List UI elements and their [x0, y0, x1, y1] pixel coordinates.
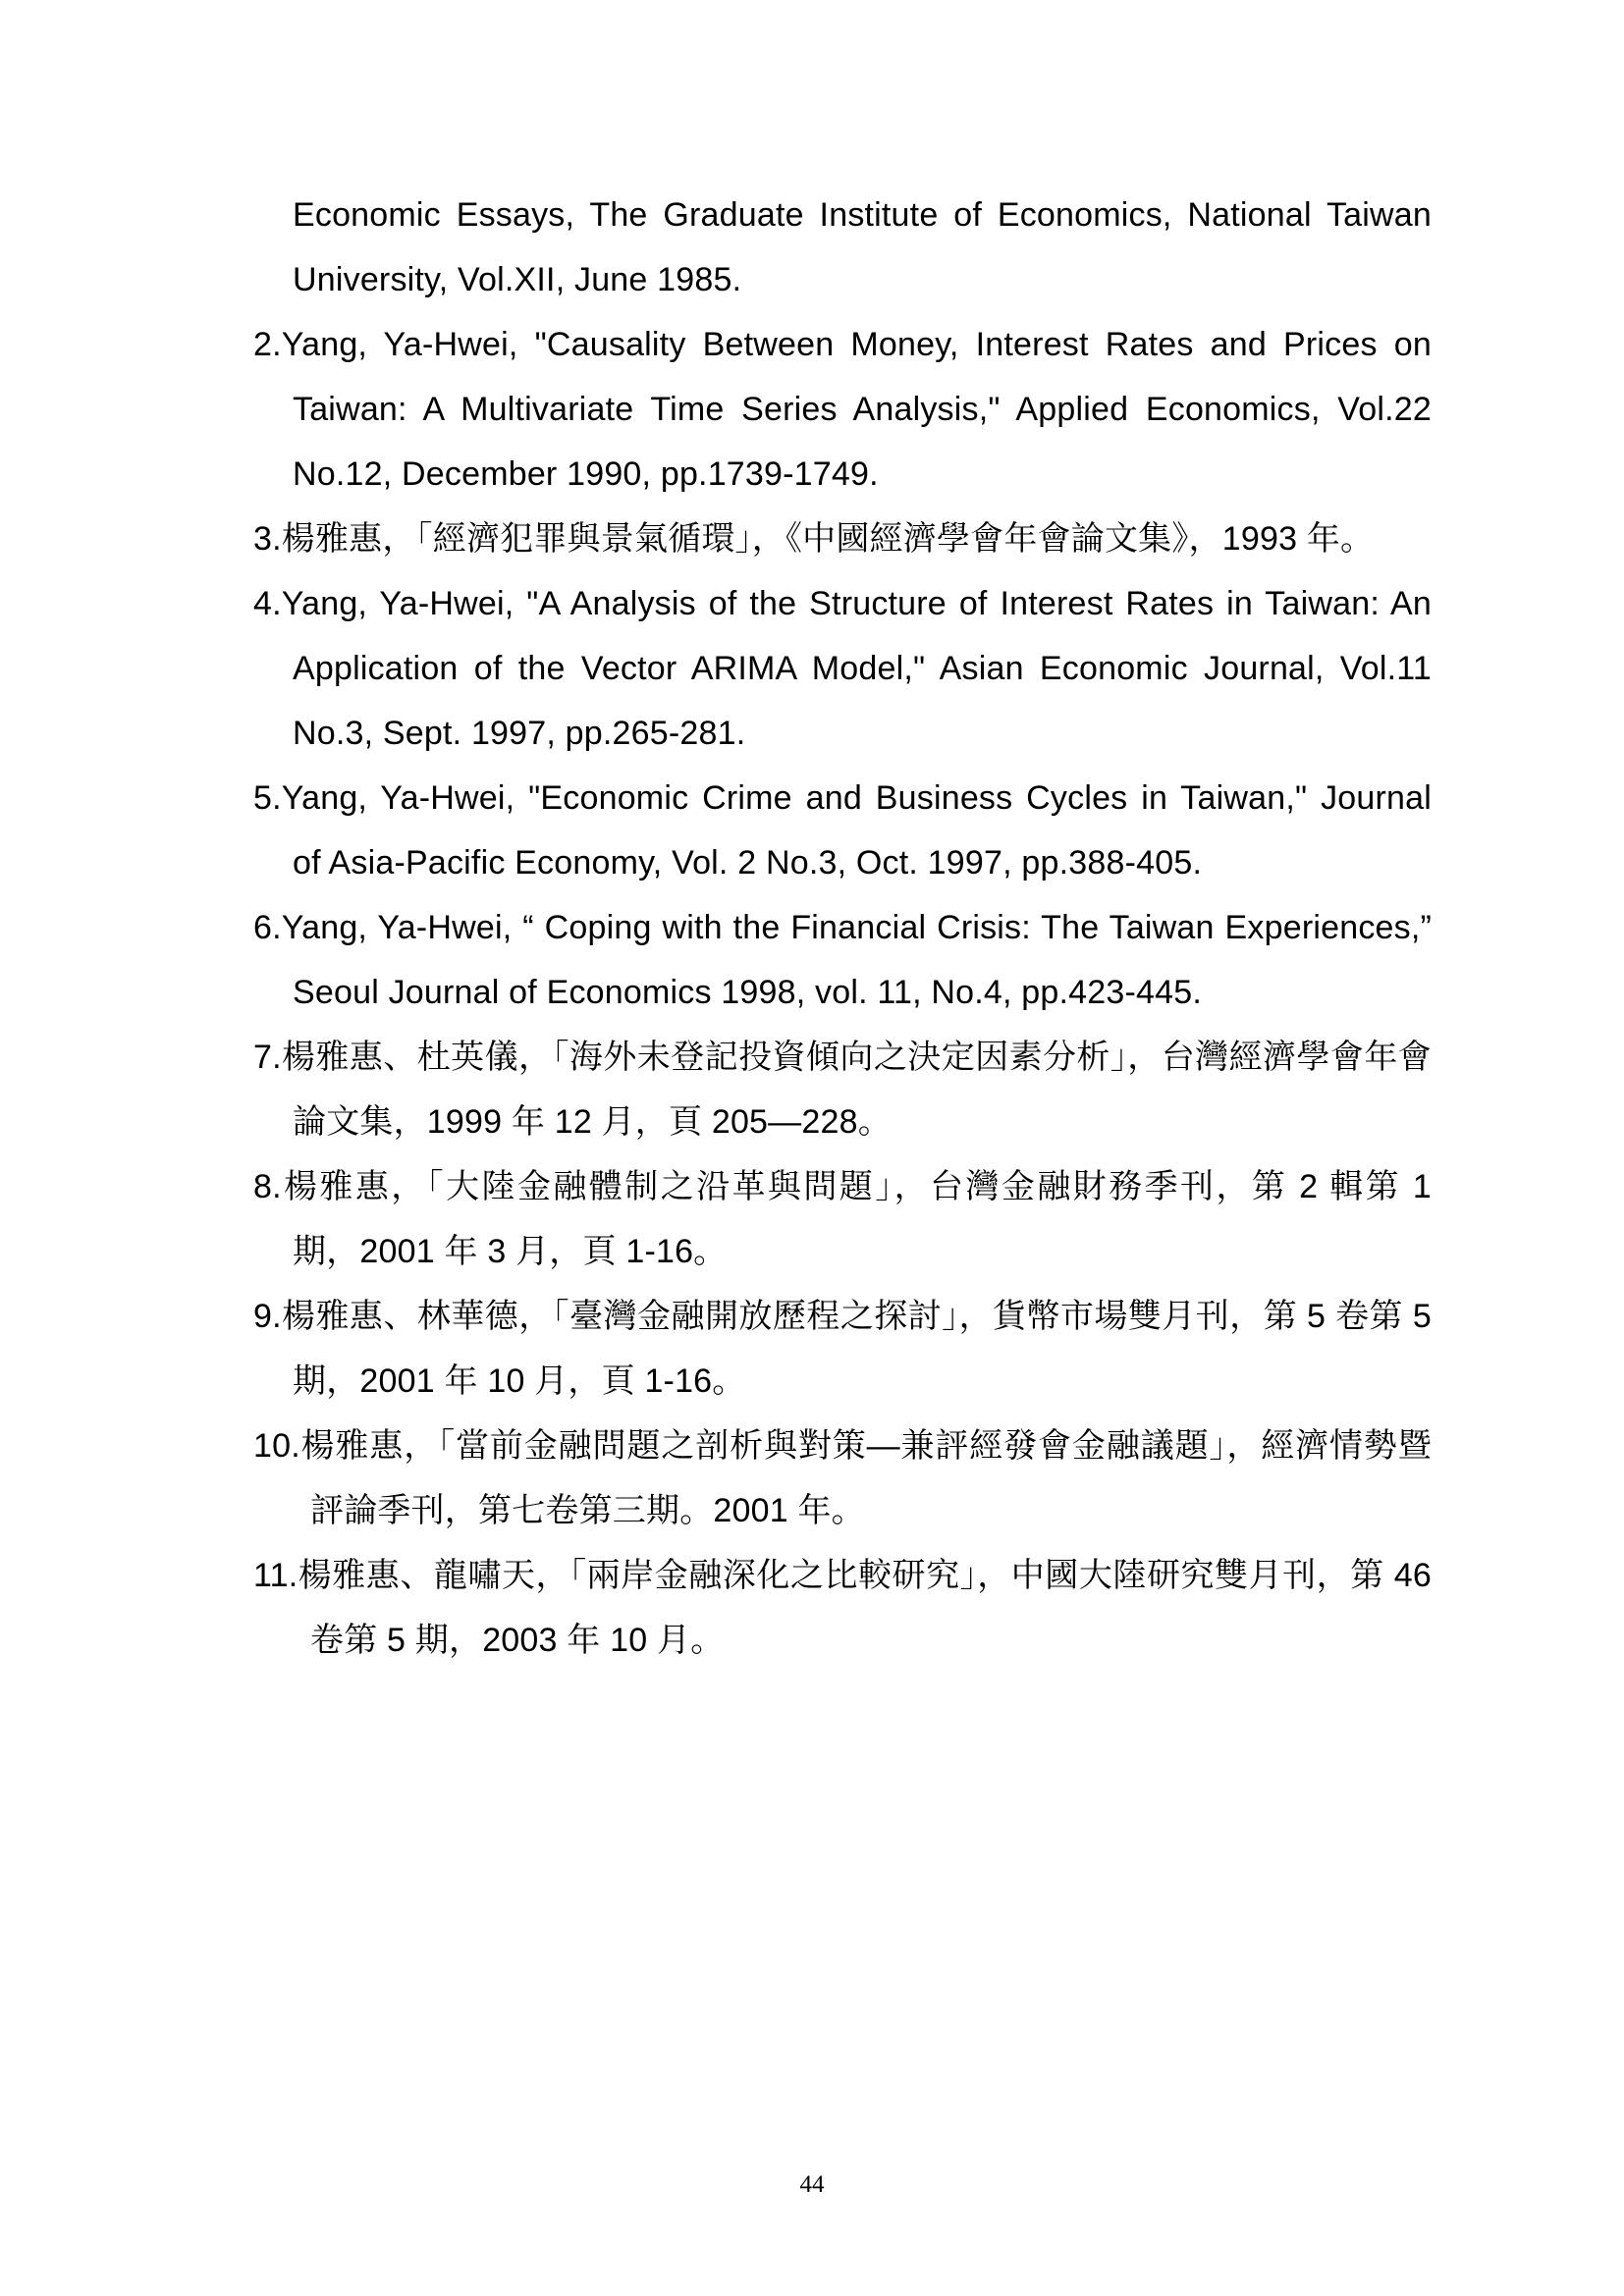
reference-item: [253, 1414, 1432, 1543]
reference-item: [253, 766, 1432, 895]
reference-item: [253, 1025, 1432, 1154]
reference-text: 6.Yang, Ya-Hwei, “ Coping with the Financial Crisis: The Taiwan Experiences,” Seoul Journal of Economics 1998, vol. 11, No.4, pp.423-445.: [253, 909, 1432, 1011]
reference-text: 7.楊雅惠、杜英儀，「海外未登記投資傾向之決定因素分析」，台灣經濟學會年會論文集，1999 年 12 月，頁 205—228。: [253, 1039, 1432, 1141]
reference-text: 3.楊雅惠，「經濟犯罪與景氣循環」，《中國經濟學會年會論文集》，1993 年。: [253, 520, 1375, 558]
reference-item: [253, 895, 1432, 1025]
reference-item: [253, 507, 1432, 571]
reference-text: 9.楊雅惠、林華德，「臺灣金融開放歷程之探討」，貨幣市場雙月刊，第 5 卷第 5 期，2001 年 10 月，頁 1-16。: [253, 1298, 1432, 1400]
reference-item: [253, 1154, 1432, 1284]
reference-item: [253, 1284, 1432, 1414]
reference-list: [253, 183, 1432, 1673]
reference-item: [253, 183, 1432, 312]
reference-text: 5.Yang, Ya-Hwei, "Economic Crime and Business Cycles in Taiwan," Journal of Asia-Pacific Economy, Vol. 2 No.3, Oct. 1997, pp.388-405.: [253, 779, 1432, 881]
reference-item: [253, 1543, 1432, 1673]
reference-text: 2.Yang, Ya-Hwei, "Causality Between Money, Interest Rates and Prices on Taiwan: A Multivariate Time Series Analysis," Applied Economics, Vol.22 No.12, December 1990, pp.1739-1749.: [253, 326, 1432, 493]
reference-text: 8.楊雅惠，「大陸金融體制之沿革與問題」，台灣金融財務季刊，第 2 輯第 1 期，2001 年 3 月，頁 1-16。: [253, 1168, 1432, 1270]
reference-item: [253, 571, 1432, 766]
page-number: 44: [799, 2171, 825, 2198]
reference-item: [253, 312, 1432, 507]
reference-text: 4.Yang, Ya-Hwei, "A Analysis of the Structure of Interest Rates in Taiwan: An Application of the Vector ARIMA Model," Asian Economic Journal, Vol.11 No.3, Sept. 1997, pp.265-281.: [253, 585, 1432, 752]
reference-text: 10.楊雅惠，「當前金融問題之剖析與對策—兼評經發會金融議題」，經濟情勢暨評論季刊，第七卷第三期。2001 年。: [253, 1427, 1432, 1529]
reference-text: 11.楊雅惠、龍嘯天，「兩岸金融深化之比較研究」，中國大陸研究雙月刊，第 46 卷第 5 期，2003 年 10 月。: [253, 1557, 1432, 1659]
reference-text: Economic Essays, The Graduate Institute of Economics, National Taiwan University, Vol.XII, June 1985.: [293, 196, 1432, 298]
